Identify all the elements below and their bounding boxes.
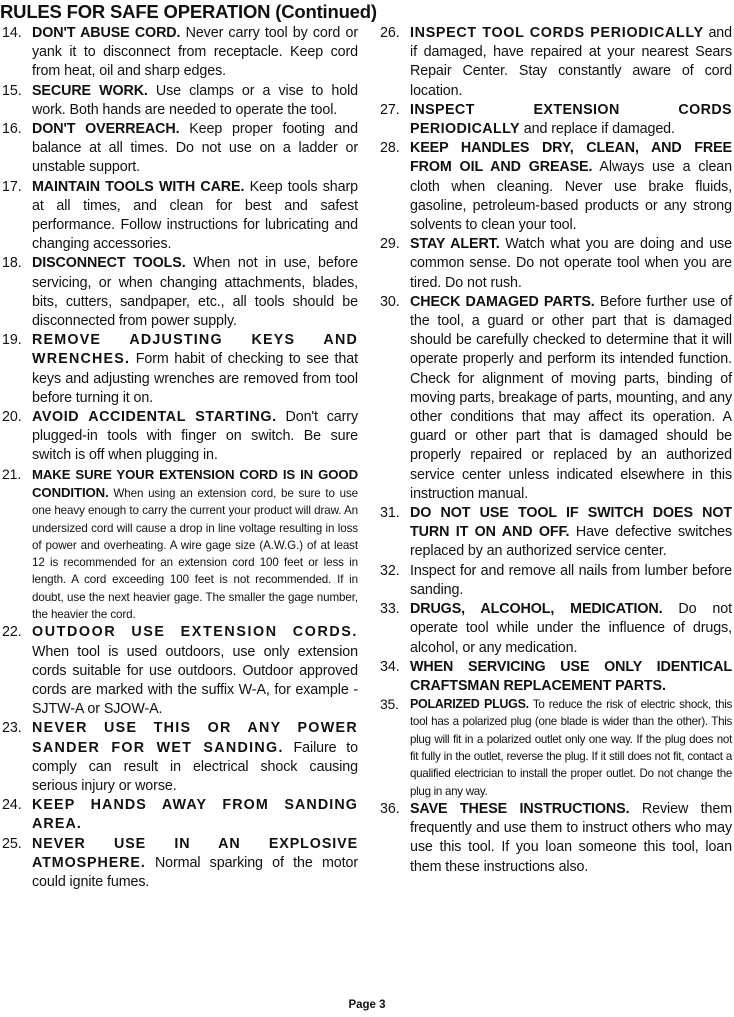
page-number: Page 3: [348, 999, 386, 1011]
rule-text: Do not operate tool while under the influence of drugs, alcohol, or any medication.: [410, 601, 732, 656]
rule-text: Review them frequently and use them to instruct others who may use this tool. If you loan someone this tool, loan them these instructions also.: [410, 800, 732, 875]
rule-31: [380, 504, 732, 562]
rule-number: 15.: [2, 82, 22, 99]
rule-text: Have defective switches replaced by an authorized service center.: [410, 524, 733, 560]
rule-23: [2, 719, 358, 796]
rule-heading: STAY ALERT.: [410, 236, 500, 253]
rule-number: 19.: [2, 332, 22, 349]
rule-27: [380, 101, 732, 139]
rule-heading: WHEN SERVICING USE ONLY IDENTICAL CRAFTSMAN REPLACEMENT PARTS.: [410, 658, 732, 694]
right-column: [380, 24, 732, 877]
rule-heading: NEVER USE IN AN EXPLOSIVE ATMOSPHERE.: [32, 835, 358, 871]
rule-number: 29.: [380, 236, 400, 253]
rule-number: 35.: [380, 696, 399, 713]
rule-15: [2, 82, 358, 120]
rule-28: [380, 139, 732, 235]
rule-number: 25.: [2, 835, 22, 852]
rule-text: Watch what you are doing and use common sense. Do not operate tool when you are tired. Do not rush.: [410, 236, 732, 291]
rule-text: and replace if damaged.: [519, 121, 675, 138]
rule-number: 34.: [380, 658, 400, 675]
rule-18: [2, 254, 358, 331]
rule-heading: AVOID ACCIDENTAL STARTING.: [32, 409, 277, 426]
rule-text: When not in use, before servicing, or when changing attachments, blades, bits, cutters, sandpaper, etc., all tools should be disconnected from power supply.: [32, 255, 358, 330]
rule-33: [380, 600, 732, 658]
rule-14: [2, 24, 358, 82]
rule-heading: KEEP HANDS AWAY FROM SANDING AREA.: [32, 797, 358, 833]
rule-number: 27.: [380, 101, 400, 118]
rule-number: 28.: [380, 140, 400, 157]
rule-number: 20.: [2, 409, 22, 426]
rule-21: [2, 466, 358, 624]
rule-number: 32.: [380, 562, 400, 579]
rule-text: Keep tools sharp at all times, and clean for best and safest performance. Follow instructions for lubricating and changing accessories.: [32, 178, 358, 253]
rule-heading: POLARIZED PLUGS.: [410, 697, 529, 712]
rule-heading: INSPECT TOOL CORDS PERIODICALLY: [410, 25, 704, 41]
rule-34: [380, 658, 732, 696]
rule-heading: DON'T ABUSE CORD.: [32, 25, 181, 41]
rule-heading: DO NOT USE TOOL IF SWITCH DOES NOT TURN IT ON AND OFF.: [410, 505, 732, 541]
rule-26: [380, 24, 732, 101]
rule-heading: MAKE SURE YOUR EXTENSION CORD IS IN GOOD CONDITION.: [32, 466, 358, 500]
rule-heading: OUTDOOR USE EXTENSION CORDS.: [32, 624, 358, 641]
rule-heading: DRUGS, ALCOHOL, MEDICATION.: [410, 601, 663, 618]
left-column: [2, 24, 358, 892]
rule-text: Don't carry plugged-in tools with finger on switch. Be sure switch is off when plugging in.: [32, 409, 358, 464]
rule-20: [2, 408, 358, 466]
rule-17: [2, 178, 358, 255]
rule-heading: DISCONNECT TOOLS.: [32, 255, 186, 272]
rule-text: To reduce the risk of electric shock, this tool has a polarized plug (one blade is wider than the other). This plug will fit in a polarized outlet only one way. If the plug does not fit fully in the outlet, reverse the plug. If it still does not fit, contact a qualified electrician to install the proper outlet. Do not change the plug in any way.: [410, 698, 732, 798]
rule-36: [380, 800, 732, 877]
rule-35: [380, 696, 732, 800]
rule-heading: REMOVE ADJUSTING KEYS AND WRENCHES.: [32, 332, 358, 368]
rule-heading: CHECK DAMAGED PARTS.: [410, 293, 595, 310]
rule-text: Normal sparking of the motor could ignite fumes.: [32, 854, 358, 890]
rule-number: 24.: [2, 797, 22, 814]
rule-number: 18.: [2, 255, 22, 272]
rule-number: 16.: [2, 121, 22, 138]
rule-24: [2, 796, 358, 834]
rule-number: 17.: [2, 178, 22, 195]
rule-text: and if damaged, have repaired at your nearest Sears Repair Center. Stay constantly aware of cord location.: [410, 25, 732, 99]
rule-heading: INSPECT EXTENSION CORDS PERIODICALLY: [410, 101, 732, 138]
rule-16: [2, 120, 358, 178]
rule-19: [2, 331, 358, 408]
rule-32: [380, 562, 732, 600]
rule-heading: KEEP HANDLES DRY, CLEAN, AND FREE FROM OIL AND GREASE.: [410, 140, 732, 176]
rule-heading: SAVE THESE INSTRUCTIONS.: [410, 800, 630, 817]
rule-text: Failure to comply can result in electrical shock causing serious injury or worse.: [32, 739, 359, 794]
rule-text: Keep proper footing and balance at all times. Do not use on a ladder or unstable support.: [32, 121, 358, 176]
rule-text: Never carry tool by cord or yank it to disconnect from receptacle. Keep cord from heat, oil and sharp edges.: [32, 25, 358, 80]
rule-heading: MAINTAIN TOOLS WITH CARE.: [32, 178, 245, 195]
rule-text: When using an extension cord, be sure to use one heavy enough to carry the current your product will draw. An undersized cord will cause a drop in line voltage resulting in loss of power and overheating. A wire gage size (A.W.G.) of at least 12 is recommended for an extension cord 100 feet or less in length. A cord exceeding 100 feet is not recommended. If in doubt, use the next heavier gage. The smaller the gage number, the heavier the cord.: [32, 486, 358, 622]
rule-number: 36.: [380, 800, 400, 817]
rule-number: 23.: [2, 720, 22, 737]
rule-number: 30.: [380, 293, 400, 310]
rule-heading: NEVER USE THIS OR ANY POWER SANDER FOR WET SANDING.: [32, 720, 358, 756]
rule-text: Form habit of checking to see that keys and adjusting wrenches are removed from tool before turning it on.: [32, 351, 358, 406]
rule-number: 21.: [2, 465, 22, 482]
rule-text: Use clamps or a vise to hold work. Both hands are needed to operate the tool.: [32, 82, 358, 118]
rule-29: [380, 235, 732, 293]
rule-heading: DON'T OVERREACH.: [32, 121, 180, 138]
page-title: RULES FOR SAFE OPERATION (Continued): [0, 1, 377, 22]
rule-number: 22.: [2, 624, 22, 641]
rule-text: Always use a clean cloth when cleaning. Never use brake fluids, gasoline, petroleum-based products or any strong solvents to clean your tool.: [410, 159, 732, 234]
rule-heading: SECURE WORK.: [32, 82, 148, 99]
rule-30: [380, 293, 732, 504]
rule-25: [2, 835, 358, 893]
rule-number: 14.: [2, 25, 22, 41]
rule-text: Before further use of the tool, a guard or other part that is damaged should be carefully checked to determine that it will operate properly and perform its intended function. Check for alignment of moving parts, binding of moving parts, breakage of parts, mounting, and any other conditions that may affect its operation. A guard or other part that is damaged should be properly repaired or replaced by an authorized service center unless indicated elsewhere in this instruction manual.: [410, 293, 732, 502]
rule-22: [2, 623, 358, 719]
rule-text: Inspect for and remove all nails from lumber before sanding.: [410, 562, 732, 598]
rule-number: 33.: [380, 601, 400, 618]
rule-number: 26.: [380, 25, 400, 41]
rule-text: When tool is used outdoors, use only extension cords suitable for use outdoors. Outdoor approved cords are marked with the suffix W-A, for example - SJTW-A or SJOW-A.: [32, 643, 358, 718]
rule-number: 31.: [380, 505, 400, 522]
